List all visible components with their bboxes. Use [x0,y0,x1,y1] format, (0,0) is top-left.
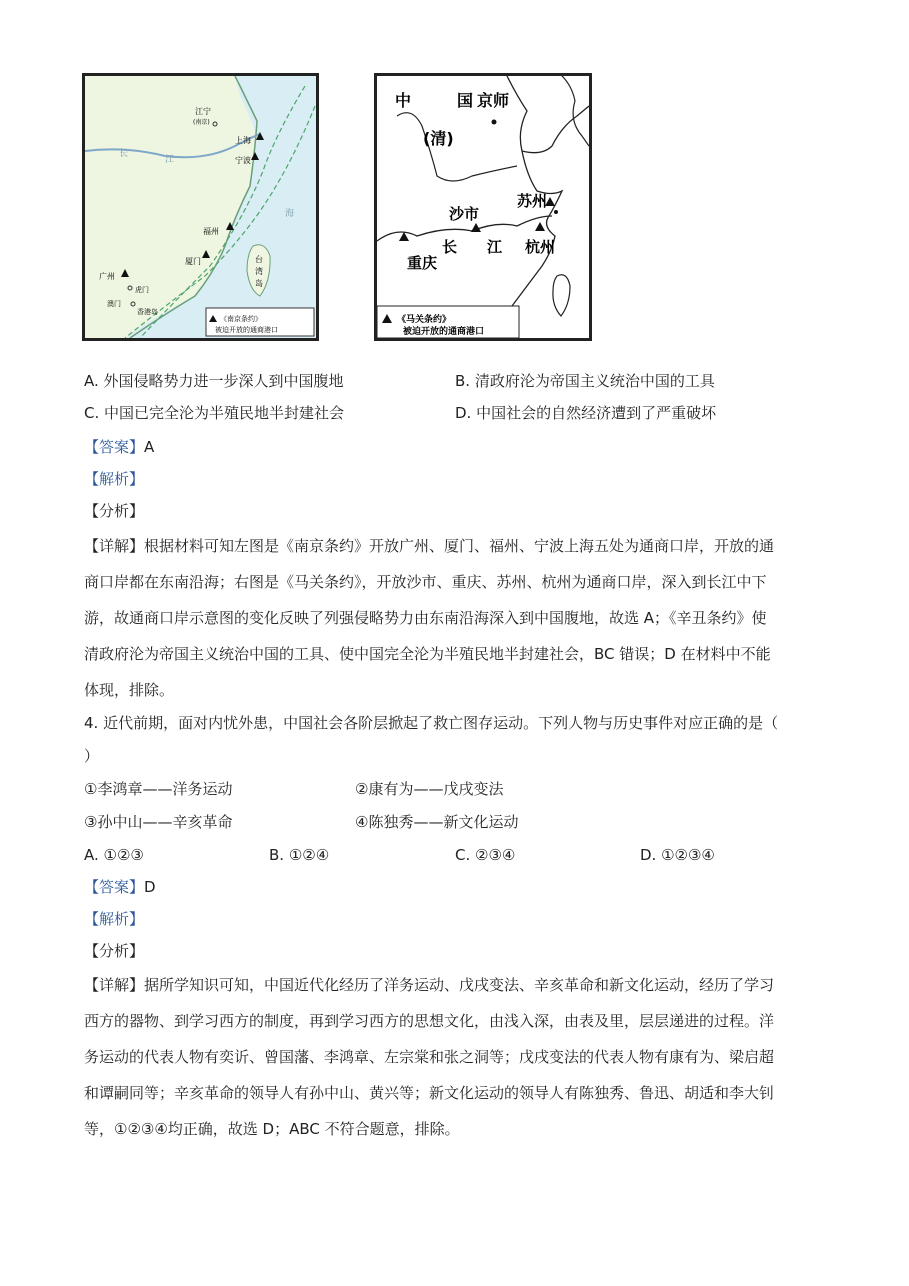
q4-stem-line-2: ） [84,747,100,765]
label-chang: 长 [119,149,129,159]
map-nanjing-treaty [82,73,319,341]
coastline-korea [562,76,589,146]
label-jiangning: 江宁 [195,107,211,116]
q4-answer-tag: 【答案】 [84,878,145,896]
label-qing: (清) [423,129,454,148]
map-maguan-svg [377,76,589,338]
sea-area [125,76,316,338]
label-taiwan-3: 岛 [255,279,263,288]
q3-detail-line-2: 商口岸都在东南沿海；右图是《马关条约》，开放沙市、重庆、苏州、杭州为通商口岸，深入到长江中下 [84,573,767,591]
label-chongqing: 重庆 [407,254,438,272]
yangtze-river [85,134,260,157]
q4-item-4: ④陈独秀——新文化运动 [355,813,519,831]
q3-answer [84,436,154,458]
label-suzhou: 苏州 [517,192,548,210]
suzhou-dot [554,210,558,214]
q3-fenxi-tag: 【分析】 [84,502,145,520]
label-hai: 海 [285,209,295,219]
legend-line-2: 被迫开放的通商港口 [215,326,278,334]
map-maguan-treaty [374,73,592,341]
q4-detail-line-1 [84,974,774,996]
q4-stem-line-1: 4. 近代前期，面对内忧外患，中国社会各阶层掀起了救亡图存运动。下列人物与历史事件对应正确的是（ [84,714,779,732]
q4-item-2: ②康有为——戊戌变法 [355,780,504,798]
port-xiamen-marker [202,250,210,258]
label-guo: 国 [457,91,474,110]
q3-answer-tag: 【答案】 [84,438,145,456]
port-guangzhou-marker [121,269,129,277]
q4-option-a: A. ①②③ [84,846,144,864]
q4-detail-line-4: 和谭嗣同等；辛亥革命的领导人有孙中山、黄兴等；新文化运动的领导人有陈独秀、鲁迅、胡适和李大钊 [84,1084,775,1102]
jingshi-dot [492,120,497,125]
q3-option-c: C. 中国已完全沦为半殖民地半封建社会 [84,404,345,422]
taiwan-island-2 [553,275,570,316]
map-nanjing-svg [85,76,316,338]
label-macau: 澳门 [107,300,121,308]
q4-option-b: B. ①②④ [269,846,330,864]
q4-option-c: C. ②③④ [455,846,516,864]
label-fuzhou: 福州 [203,227,219,236]
q3-detail-line-1 [84,535,774,557]
q4-detail-text-1: 据所学知识可知，中国近代化经历了洋务运动、戊戌变法、辛亥革命和新文化运动，经历了学习 [144,976,775,994]
label-zhong: 中 [395,91,412,110]
label-ningbo: 宁波 [235,156,251,165]
label-taiwan-1: 台 [255,255,263,264]
label-nanjing: (南京) [193,119,210,126]
legend-line-1: 《南京条约》 [220,315,262,323]
label-xianggang: 香港岛 [137,308,158,316]
yellow-river [397,113,517,181]
q4-item-1: ①李鸿章——洋务运动 [84,780,233,798]
q4-fenxi-tag: 【分析】 [84,942,145,960]
label-taiwan-2: 湾 [255,267,263,276]
port-chongqing-marker [399,232,409,241]
legend2-line-1: 《马关条约》 [397,315,452,325]
label-chang-2: 长 [442,238,458,256]
q4-analysis-tag: 【解析】 [84,910,145,928]
label-humen: 虎门 [135,286,149,294]
q4-answer [84,876,156,898]
q4-detail-tag: 【详解】 [84,976,145,994]
coastline-north [507,76,589,153]
humen-dot [128,286,132,290]
q4-answer-value: D [144,878,156,896]
q4-detail-line-5: 等，①②③④均正确，故选 D；ABC 不符合题意，排除。 [84,1120,460,1138]
q4-detail-line-3: 务运动的代表人物有奕䜣、曾国藩、李鸿章、左宗棠和张之洞等；戊戌变法的代表人物有康有为、梁启超 [84,1048,775,1066]
label-jiang: 江 [165,155,175,165]
label-hangzhou: 杭州 [525,238,556,256]
label-shashi: 沙市 [449,205,480,223]
label-shanghai: 上海 [235,136,251,145]
q3-detail-line-5: 体现，排除。 [84,681,175,699]
label-xiamen: 厦门 [185,257,201,266]
label-jiang-2: 江 [487,238,503,256]
label-jingshi: 京师 [477,91,510,110]
q3-option-a: A. 外国侵略势力进一步深人到中国腹地 [84,372,344,390]
q3-analysis-tag: 【解析】 [84,470,145,488]
legend2-line-2: 被迫开放的通商港口 [403,327,485,337]
q3-answer-value: A [144,438,155,456]
port-hangzhou-marker [535,222,545,231]
q3-detail-tag: 【详解】 [84,537,145,555]
q4-item-3: ③孙中山——辛亥革命 [84,813,233,831]
q3-detail-text-1: 根据材料可知左图是《南京条约》开放广州、厦门、福州、宁波上海五处为通商口岸，开放的通 [144,537,775,555]
q3-detail-line-3: 游，故通商口岸示意图的变化反映了列强侵略势力由东南沿海深入到中国腹地，故选 A；《辛丑条约》使 [84,609,767,627]
q3-detail-line-4: 清政府沦为帝国主义统治中国的工具、使中国完全沦为半殖民地半封建社会，BC 错误；D 在材料中不能 [84,645,771,663]
q4-detail-line-2: 西方的器物、到学习西方的制度，再到学习西方的思想文化，由浅入深，由表及里，层层递进的过程。洋 [84,1012,775,1030]
macau-dot [131,302,135,306]
port-shashi-marker [471,223,481,232]
q4-option-d: D. ①②③④ [640,846,715,864]
jiangning-dot [213,122,217,126]
label-guangzhou: 广州 [99,272,115,281]
q3-option-d: D. 中国社会的自然经济遭到了严重破坏 [455,404,717,422]
q3-option-b: B. 清政府沦为帝国主义统治中国的工具 [455,372,715,390]
